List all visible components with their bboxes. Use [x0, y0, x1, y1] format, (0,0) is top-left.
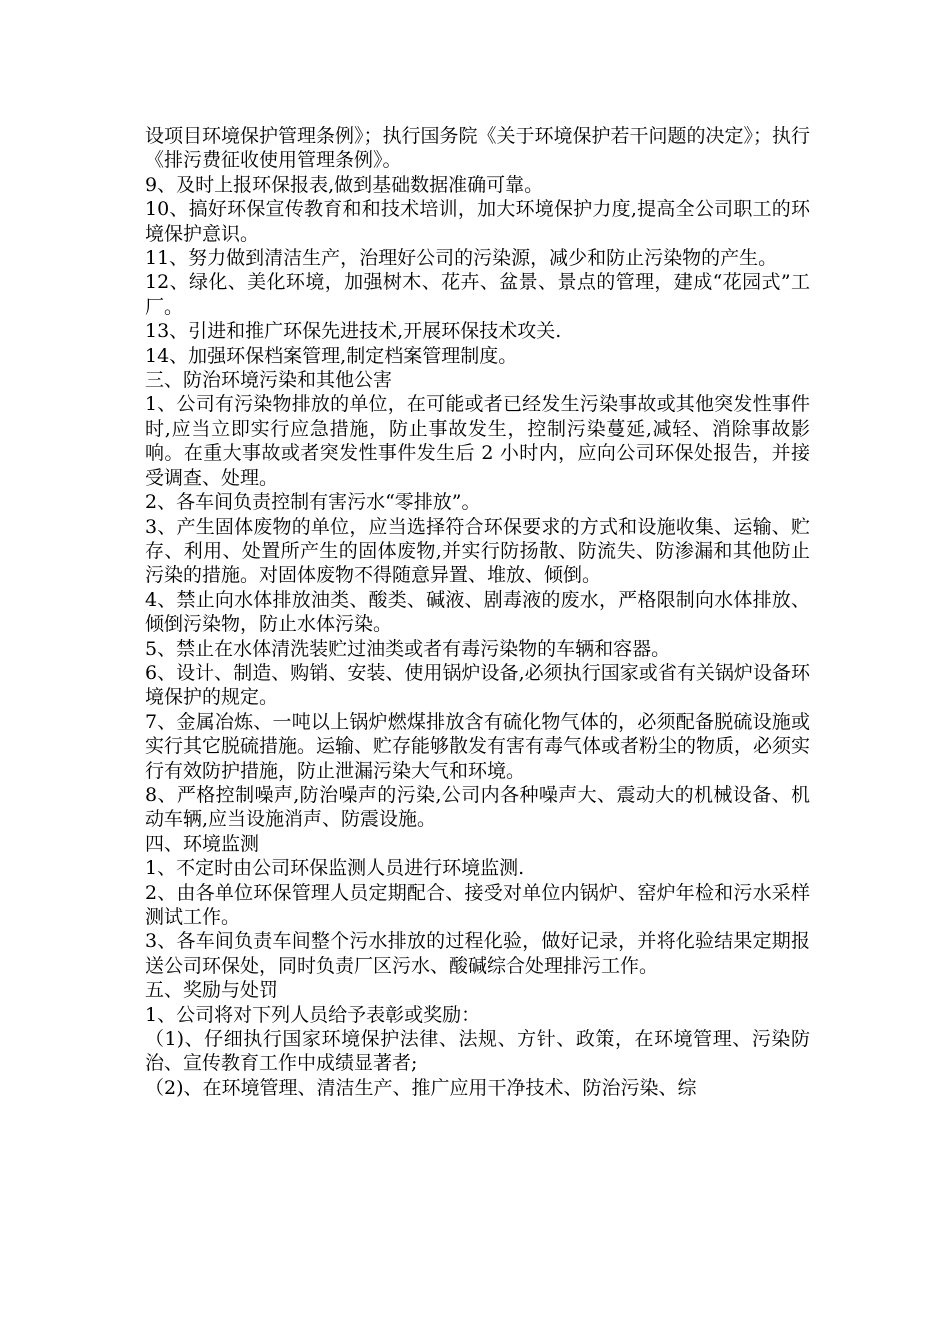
section3-item-5: 5、禁止在水体清洗装贮过油类或者有毒污染物的车辆和容器。	[145, 637, 671, 660]
section3-item-6: 6、设计、制造、购销、安装、使用锅炉设备,必须执行国家或省有关锅炉设备环境保护的规定。	[145, 661, 810, 709]
list-item-9: 9、及时上报环保报表,做到基础数据准确可靠。	[145, 173, 544, 196]
section-heading-3: 三、防治环境污染和其他公害	[145, 369, 393, 392]
section4-item-1: 1、不定时由公司环保监测人员进行环境监测.	[145, 857, 525, 880]
section4-item-3: 3、各车间负责车间整个污水排放的过程化验，做好记录，并将化验结果定期报送公司环保处，同时负责厂区污水、酸碱综合处理排污工作。	[145, 930, 810, 977]
section3-item-1: 1、公司有污染物排放的单位，在可能或者已经发生污染事故或其他突发性事件时,应当立即实行应急措施，防止事故发生，控制污染蔓延,减轻、消除事故影响。在重大事故或者突发性事件发生后 2 小时内，应向公司环保处报告，并接受调查、处理。	[145, 393, 810, 489]
list-item-12: 12、绿化、美化环境，加强树木、花卉、盆景、景点的管理，建成“花园式”工厂。	[145, 271, 810, 318]
document-body	[145, 124, 810, 1100]
section3-item-3: 3、产生固体废物的单位，应当选择符合环保要求的方式和设施收集、运输、贮存、利用、处置所产生的固体废物,并实行防扬散、防流失、防渗漏和其他防止污染的措施。对固体废物不得随意异置、堆放、倾倒。	[145, 515, 810, 587]
list-item-10: 10、搞好环保宣传教育和和技术培训，加大环境保护力度,提高全公司职工的环境保护意识。	[145, 198, 810, 245]
section4-item-2: 2、由各单位环保管理人员定期配合、接受对单位内锅炉、窑炉年检和污水采样测试工作。	[145, 881, 810, 928]
list-item-14: 14、加强环保档案管理,制定档案管理制度。	[145, 344, 518, 367]
section-heading-4: 四、环境监测	[145, 832, 260, 855]
section3-item-4: 4、禁止向水体排放油类、酸类、碱液、剧毒液的废水，严格限制向水体排放、倾倒污染物，防止水体污染。	[145, 588, 810, 636]
list-item-11: 11、努力做到清洁生产，治理好公司的污染源，减少和防止污染物的产生。	[145, 247, 778, 270]
section5-subitem-1: （1)、仔细执行国家环境保护法律、法规、方针、政策，在环境管理、污染防治、宣传教育工作中成绩显著者;	[145, 1028, 810, 1075]
section5-item-1: 1、公司将对下列人员给予表彰或奖励：	[145, 1003, 481, 1026]
section3-item-8: 8、严格控制噪声,防治噪声的污染,公司内各种噪声大、震动大的机械设备、机动车辆,应当设施消声、防震设施。	[145, 783, 810, 831]
section-heading-5: 五、奖励与处罚	[145, 979, 279, 1002]
section3-item-2: 2、各车间负责控制有害污水“零排放”。	[145, 491, 481, 514]
section3-item-7: 7、金属冶炼、一吨以上锅炉燃煤排放含有硫化物气体的，必须配备脱硫设施或实行其它脱硫措施。运输、贮存能够散发有害有毒气体或者粉尘的物质，必须实行有效防护措施，防止泄漏污染大气和环境。	[145, 710, 811, 782]
section5-subitem-2: （2)、在环境管理、清洁生产、推广应用干净技术、防治污染、综	[145, 1076, 697, 1099]
paragraph-continued-regulations: 设项目环境保护管理条例》；执行国务院《关于环境保护若干问题的决定》；执行《排污费征收使用管理条例》。	[145, 125, 811, 172]
list-item-13: 13、引进和推广环保先进技术,开展环保技术攻关.	[145, 320, 562, 343]
